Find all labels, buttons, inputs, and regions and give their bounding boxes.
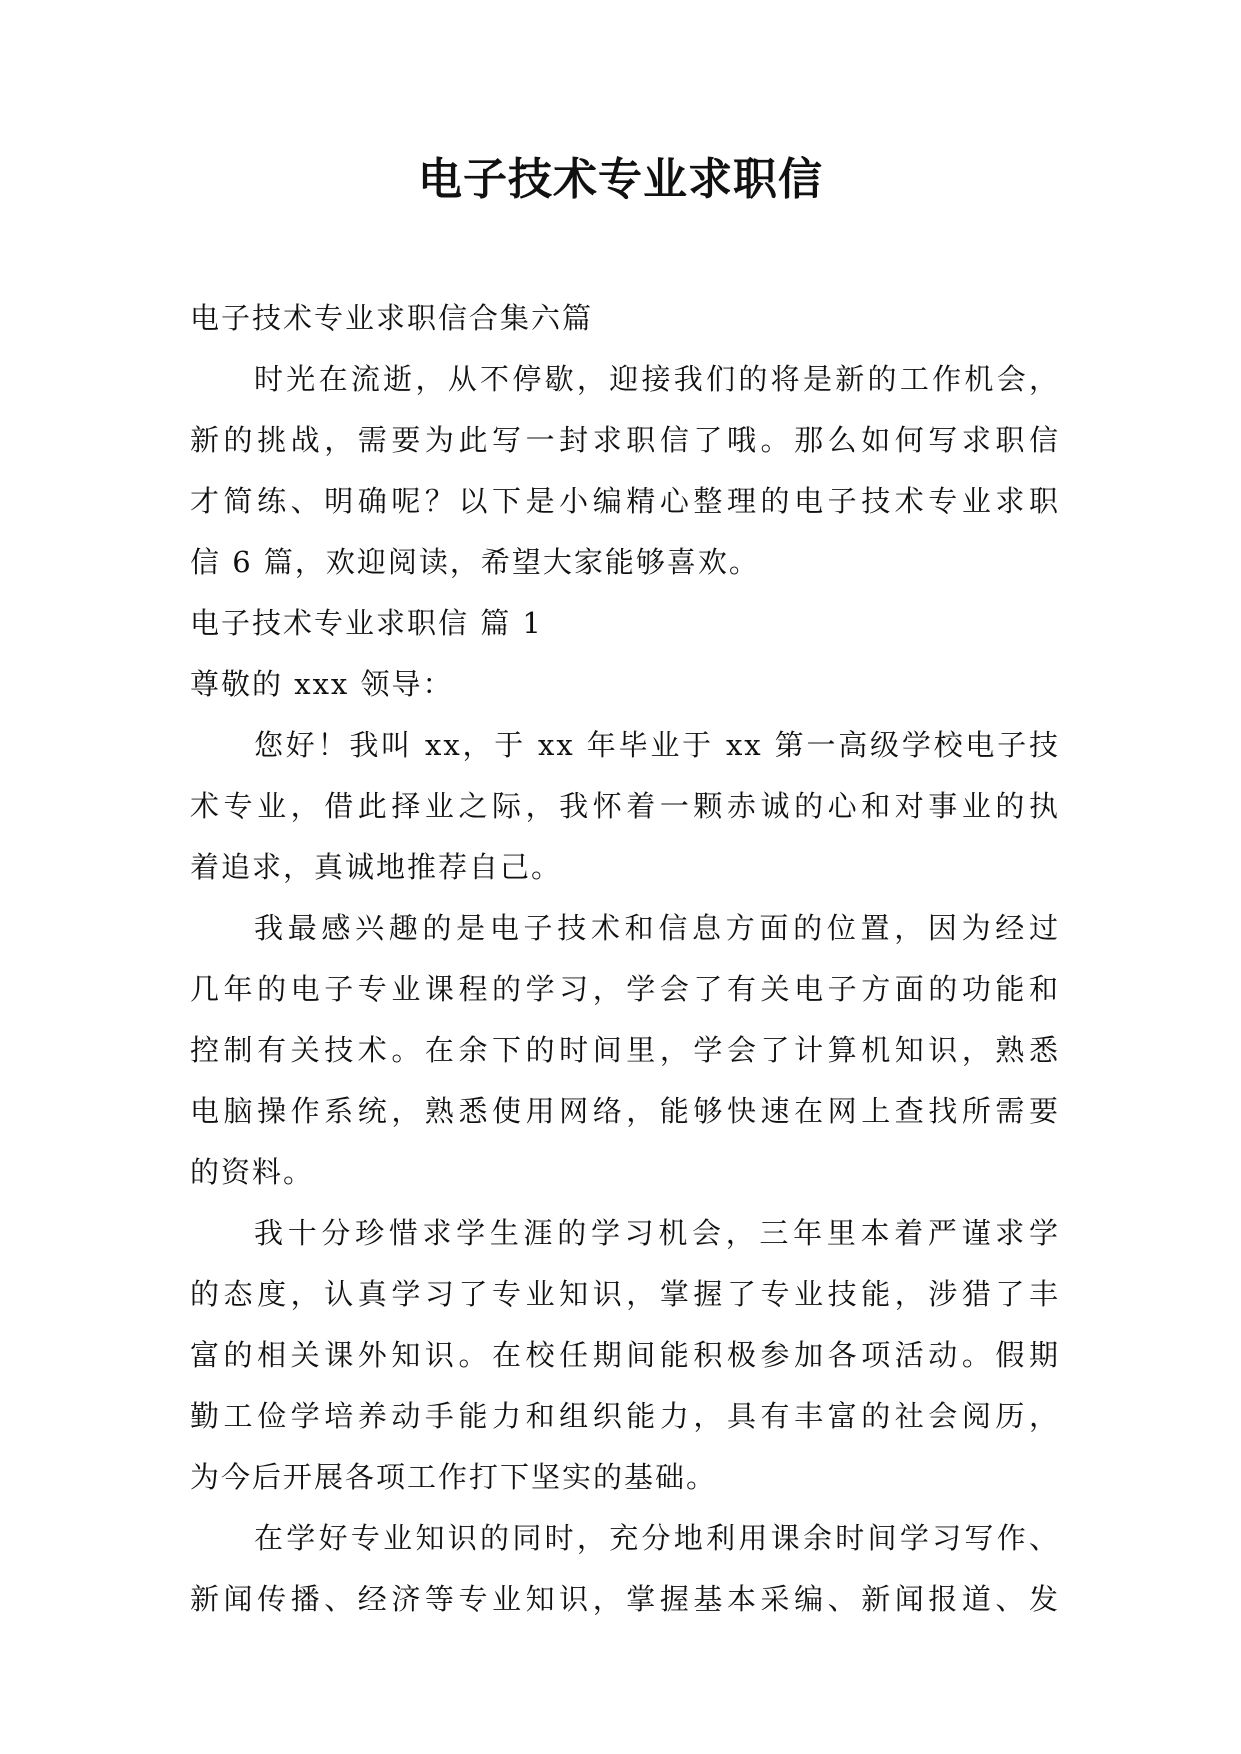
text-line: 我十分珍惜求学生涯的学习机会，三年里本着严谨求学 — [254, 1216, 1060, 1250]
text-line: 时光在流逝，从不停歇，迎接我们的将是新的工作机会， — [254, 362, 1060, 396]
text-line: 才简练、明确呢？以下是小编精心整理的电子技术专业求职 — [190, 484, 1060, 518]
text-line: 新闻传播、经济等专业知识，掌握基本采编、新闻报道、发 — [190, 1582, 1060, 1616]
text-line: 术专业，借此择业之际，我怀着一颗赤诚的心和对事业的执 — [190, 789, 1060, 823]
text-line: 新的挑战，需要为此写一封求职信了哦。那么如何写求职信 — [190, 423, 1060, 457]
text-line: 您好！我叫 xx，于 xx 年毕业于 xx 第一高级学校电子技 — [254, 728, 1060, 762]
text-line: 控制有关技术。在余下的时间里，学会了计算机知识，熟悉 — [190, 1033, 1060, 1067]
text-line: 电子技术专业求职信 篇 1 — [190, 606, 543, 640]
text-line: 几年的电子专业课程的学习，学会了有关电子方面的功能和 — [190, 972, 1060, 1006]
text-line: 信 6 篇，欢迎阅读，希望大家能够喜欢。 — [190, 545, 760, 579]
text-line: 的态度，认真学习了专业知识，掌握了专业技能，涉猎了丰 — [190, 1277, 1060, 1311]
text-line: 尊敬的 xxx 领导： — [190, 667, 454, 701]
text-line: 电脑操作系统，熟悉使用网络，能够快速在网上查找所需要 — [190, 1094, 1060, 1128]
text-line: 勤工俭学培养动手能力和组织能力，具有丰富的社会阅历， — [190, 1399, 1060, 1433]
text-line: 在学好专业知识的同时，充分地利用课余时间学习写作、 — [254, 1521, 1060, 1555]
text-line: 着追求，真诚地推荐自己。 — [190, 850, 563, 884]
text-line: 为今后开展各项工作打下坚实的基础。 — [190, 1460, 718, 1494]
document-body — [190, 288, 1060, 1630]
text-line: 富的相关课外知识。在校任期间能积极参加各项活动。假期 — [190, 1338, 1060, 1372]
text-line: 电子技术专业求职信合集六篇 — [190, 301, 594, 335]
text-line: 我最感兴趣的是电子技术和信息方面的位置，因为经过 — [254, 911, 1060, 945]
document-title: 电子技术专业求职信 — [418, 154, 823, 205]
text-line: 的资料。 — [190, 1155, 315, 1189]
